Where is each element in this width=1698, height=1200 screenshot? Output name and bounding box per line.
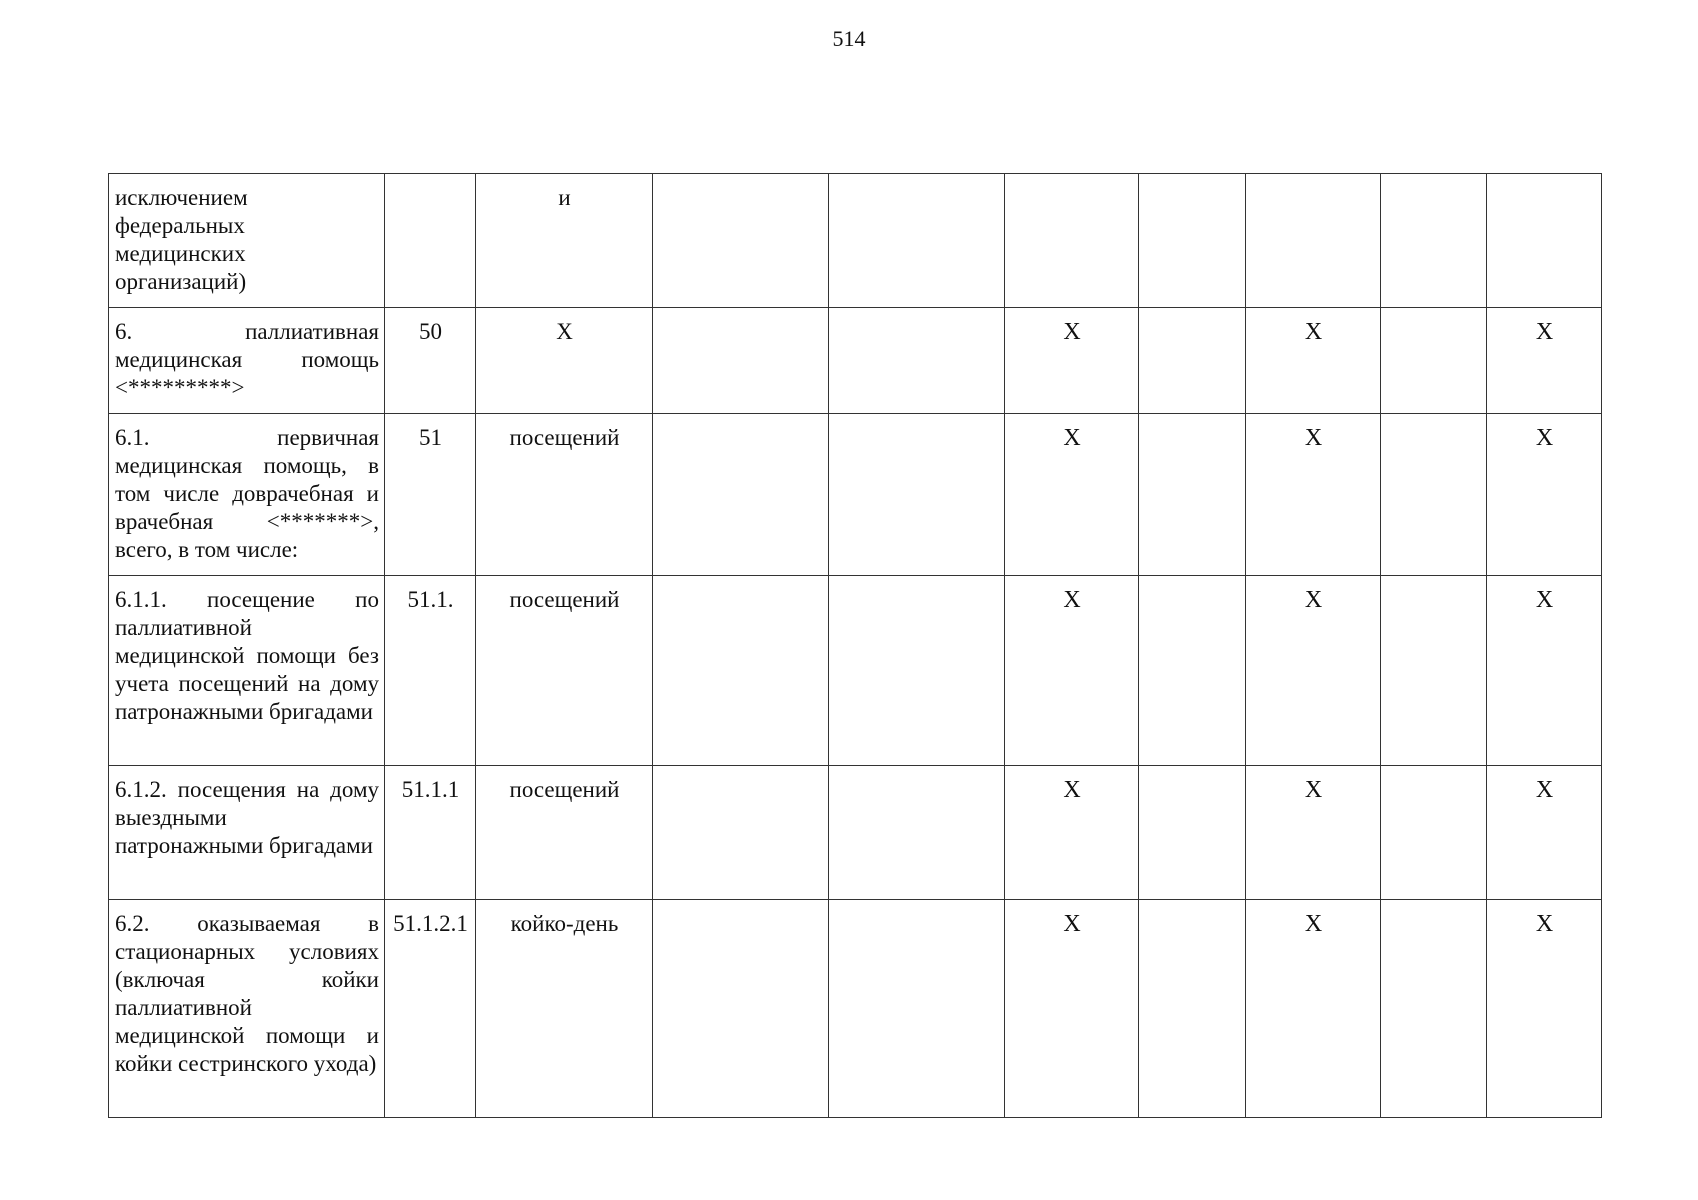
row-name-cell: 6.1. первичная медицинская помощь, в том числе доврачебная и врачебная <*******>, всего, в том числе: [109,414,385,576]
row-code-cell [385,174,476,308]
value-cell [1381,766,1487,900]
row-unit-cell: и [476,174,653,308]
value-cell [1139,174,1246,308]
row-name-cell: исключением федеральных медицинских организаций) [109,174,385,308]
row-code-cell: 51.1. [385,576,476,766]
value-cell: Х [1005,576,1139,766]
value-cell: Х [1246,414,1381,576]
row-code-cell: 51.1.1 [385,766,476,900]
row-code-cell: 50 [385,308,476,414]
value-cell: Х [1487,900,1602,1118]
value-cell: Х [1005,766,1139,900]
row-name-cell: 6.2. оказываемая в стационарных условиях (включая койки паллиативной медицинской помощи и койки сестринского ухода) [109,900,385,1118]
row-name-cell: 6.1.2. посещения на дому выездными патронажными бригадами [109,766,385,900]
value-cell [1139,766,1246,900]
value-cell [1139,414,1246,576]
value-cell [1139,576,1246,766]
value-cell: Х [1246,766,1381,900]
value-cell: Х [1005,900,1139,1118]
value-cell [1139,900,1246,1118]
value-cell [653,414,829,576]
value-cell [1005,174,1139,308]
value-cell [1381,174,1487,308]
value-cell [1487,174,1602,308]
value-cell [1381,308,1487,414]
table-row [109,174,1602,308]
value-cell [653,308,829,414]
value-cell [829,576,1005,766]
page-number: 514 [832,26,866,51]
value-cell [1381,576,1487,766]
value-cell [653,766,829,900]
row-code-cell: 51.1.2.1 [385,900,476,1118]
value-cell: Х [1487,308,1602,414]
value-cell [1381,900,1487,1118]
row-unit-cell: посещений [476,766,653,900]
value-cell: Х [1246,900,1381,1118]
table-row [109,576,1602,766]
value-cell [829,900,1005,1118]
value-cell [829,308,1005,414]
value-cell [1246,174,1381,308]
row-code-cell: 51 [385,414,476,576]
table-row [109,308,1602,414]
row-unit-cell: посещений [476,414,653,576]
row-unit-cell: койко-день [476,900,653,1118]
value-cell [1139,308,1246,414]
value-cell [829,414,1005,576]
table-row [109,766,1602,900]
value-cell: Х [1246,576,1381,766]
value-cell: Х [1487,766,1602,900]
value-cell: Х [1487,414,1602,576]
value-cell [653,576,829,766]
row-unit-cell: Х [476,308,653,414]
row-unit-cell: посещений [476,576,653,766]
value-cell: Х [1246,308,1381,414]
table-row [109,900,1602,1118]
value-cell: Х [1005,308,1139,414]
table-row [109,414,1602,576]
row-name-cell: 6. паллиативная медицинская помощь <*********> [109,308,385,414]
value-cell [829,766,1005,900]
row-name-cell: 6.1.1. посещение по паллиативной медицинской помощи без учета посещений на дому патронажными бригадами [109,576,385,766]
value-cell [1381,414,1487,576]
data-table [108,173,1602,1118]
value-cell: Х [1487,576,1602,766]
value-cell [653,900,829,1118]
value-cell [829,174,1005,308]
value-cell: Х [1005,414,1139,576]
value-cell [653,174,829,308]
